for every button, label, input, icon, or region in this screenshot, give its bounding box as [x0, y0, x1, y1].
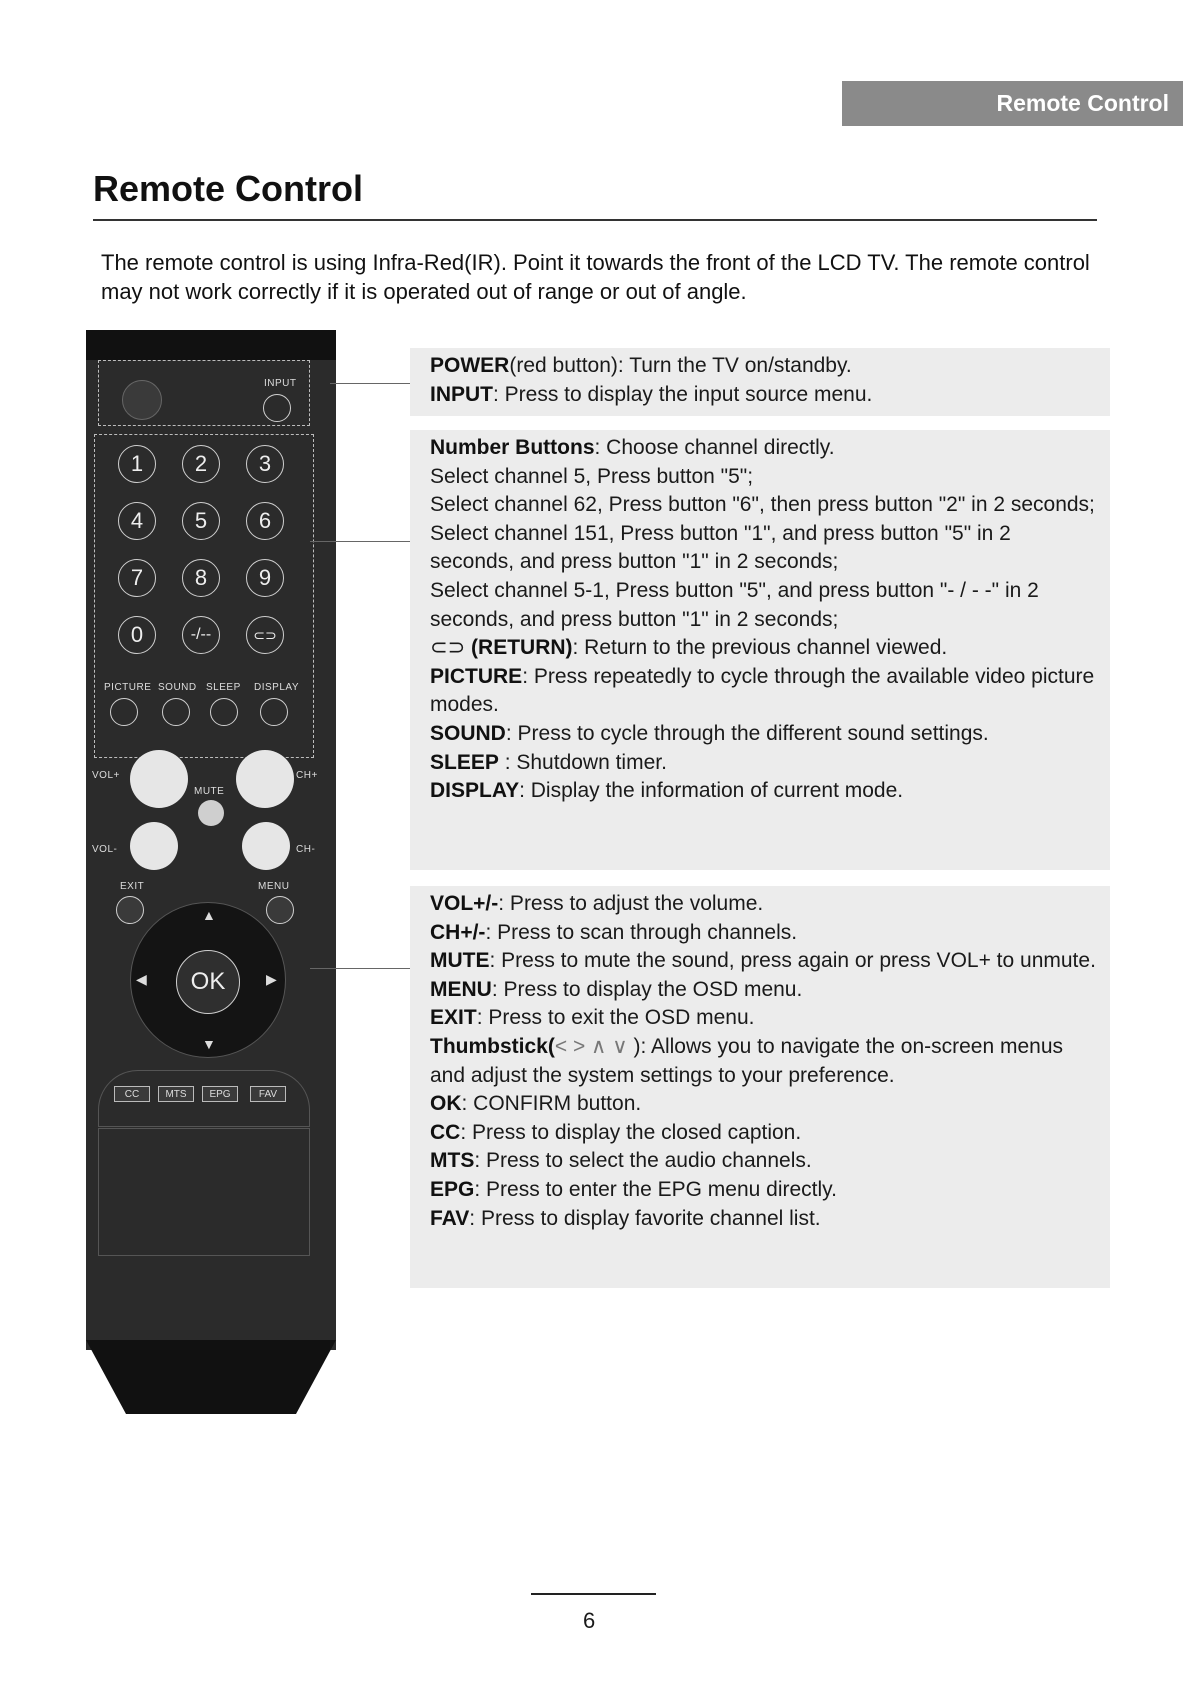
page-number: 6 [583, 1608, 596, 1633]
exit-term: EXIT [430, 1006, 477, 1030]
display-desc: : Display the information of current mode. [519, 779, 904, 803]
menu-term: MENU [430, 977, 492, 1001]
page-number-rule [531, 1593, 656, 1595]
epg-desc: : Press to enter the EPG menu directly. [474, 1177, 837, 1201]
num-key-8: 8 [182, 559, 220, 597]
num-key-1: 1 [118, 445, 156, 483]
exit-desc: : Press to exit the OSD menu. [476, 1006, 755, 1030]
num-key-9: 9 [246, 559, 284, 597]
mute-term: MUTE [430, 949, 490, 973]
thumbstick-desc: ): Allows you to navigate the on-screen menus and adjust the system settings to your preference. [430, 1034, 1064, 1087]
mts-term: MTS [430, 1149, 475, 1173]
intro-paragraph: The remote control is using Infra-Red(IR). Point it towards the front of the LCD TV. The remote control may not work correctly if it is operated out of range or out of angle. [101, 250, 1090, 304]
return-term: (RETURN) [471, 636, 573, 660]
num-key-3: 3 [246, 445, 284, 483]
ch-minus-label: CH- [296, 844, 316, 855]
cc-button: CC [114, 1086, 150, 1102]
picture-label: PICTURE [104, 682, 152, 693]
exit-label: EXIT [120, 881, 145, 892]
power-term: POWER [430, 354, 510, 377]
left-arrow-icon: ◀ [136, 971, 148, 987]
ch-plus-button [236, 750, 294, 808]
number-term: Number Buttons [430, 436, 595, 459]
power-button [122, 380, 162, 420]
mute-button [198, 800, 224, 826]
num-key-0: 0 [118, 616, 156, 654]
sleep-desc: : Shutdown timer. [498, 750, 667, 774]
section-tab: Remote Control [842, 81, 1183, 126]
picture-term: PICTURE [430, 664, 523, 688]
ok-term: OK [430, 1092, 462, 1116]
num-key-2: 2 [182, 445, 220, 483]
mts-button: MTS [158, 1086, 194, 1102]
fav-term: FAV [430, 1206, 470, 1230]
thumbstick-term: Thumbstick( [430, 1034, 555, 1058]
num-key-7: 7 [118, 559, 156, 597]
input-desc: : Press to display the input source menu. [493, 382, 873, 406]
power-input-box [410, 348, 1110, 416]
navigation-box [410, 886, 1110, 1288]
number-desc: : Choose channel directly. [594, 436, 835, 459]
picture-desc: : Press repeatedly to cycle through the available video picture modes. [430, 664, 1095, 717]
num-key-6: 6 [246, 502, 284, 540]
exit-button [116, 896, 144, 924]
example-line-3: Select channel 151, Press button "1", and press button "5" in 2 seconds, and press button "1" in 2 seconds; [430, 521, 1011, 574]
cc-term: CC [430, 1120, 461, 1144]
sleep-label: SLEEP [206, 682, 241, 693]
right-arrow-icon: ▶ [266, 971, 278, 987]
picture-button [110, 698, 138, 726]
remote-tip [86, 1340, 336, 1414]
page-title: Remote Control [93, 168, 363, 209]
cc-desc: : Press to display the closed caption. [460, 1120, 802, 1144]
number-buttons-box [410, 430, 1110, 870]
return-desc: : Return to the previous channel viewed. [572, 636, 948, 660]
vol-minus-label: VOL- [92, 844, 118, 855]
sleep-term: SLEEP [430, 750, 499, 774]
vol-plus-label: VOL+ [92, 770, 120, 781]
down-arrow-icon: ▼ [202, 1036, 217, 1052]
input-label: INPUT [264, 378, 297, 389]
epg-button: EPG [202, 1086, 238, 1102]
input-button [263, 394, 291, 422]
menu-desc: : Press to display the OSD menu. [491, 977, 803, 1001]
thumbstick-arrows: < > ∧ ∨ [554, 1034, 628, 1058]
mute-desc: : Press to mute the sound, press again or press VOL+ to unmute. [489, 949, 1096, 973]
ch-minus-button [242, 822, 290, 870]
vol-term: VOL+/- [430, 892, 499, 915]
display-button [260, 698, 288, 726]
ok-desc: : CONFIRM button. [461, 1092, 642, 1116]
example-line-4: Select channel 5-1, Press button "5", and press button "- / - -" in 2 seconds, and press button "1" in 2 seconds; [430, 578, 1039, 631]
ch-term: CH+/- [430, 920, 486, 944]
leader-line-2 [310, 541, 410, 542]
sound-button [162, 698, 190, 726]
display-label: DISPLAY [254, 682, 299, 693]
return-icon: ⊂⊃ [430, 636, 472, 660]
vol-plus-button [130, 750, 188, 808]
title-rule [93, 219, 1097, 221]
menu-label: MENU [258, 881, 290, 892]
remote-illustration [86, 330, 336, 1414]
sleep-button [210, 698, 238, 726]
sound-desc: : Press to cycle through the different sound settings. [505, 721, 989, 745]
mts-desc: : Press to select the audio channels. [474, 1149, 812, 1173]
input-term: INPUT [430, 382, 493, 406]
leader-line-3 [310, 968, 410, 969]
display-term: DISPLAY [430, 779, 520, 803]
menu-button [266, 896, 294, 924]
example-line-1: Select channel 5, Press button "5"; [430, 464, 754, 488]
dash-key: -/-- [182, 616, 220, 654]
num-key-4: 4 [118, 502, 156, 540]
vol-desc: : Press to adjust the volume. [498, 892, 764, 915]
example-line-2: Select channel 62, Press button "6", then press button "2" in 2 seconds; [430, 493, 1095, 517]
num-key-5: 5 [182, 502, 220, 540]
mute-label: MUTE [194, 786, 225, 797]
sound-term: SOUND [430, 721, 506, 745]
ch-plus-label: CH+ [296, 770, 318, 781]
battery-cover [98, 1128, 310, 1256]
vol-minus-button [130, 822, 178, 870]
remote-top [86, 330, 336, 360]
leader-line-1 [330, 383, 410, 384]
ok-button: OK [176, 950, 240, 1014]
fav-desc: : Press to display favorite channel list. [469, 1206, 821, 1230]
ch-desc: : Press to scan through channels. [485, 920, 798, 944]
sound-label: SOUND [158, 682, 197, 693]
power-desc: (red button): Turn the TV on/standby. [509, 354, 852, 377]
fav-button: FAV [250, 1086, 286, 1102]
return-key: ⊂⊃ [246, 616, 284, 654]
epg-term: EPG [430, 1177, 475, 1201]
up-arrow-icon: ▲ [202, 907, 217, 923]
